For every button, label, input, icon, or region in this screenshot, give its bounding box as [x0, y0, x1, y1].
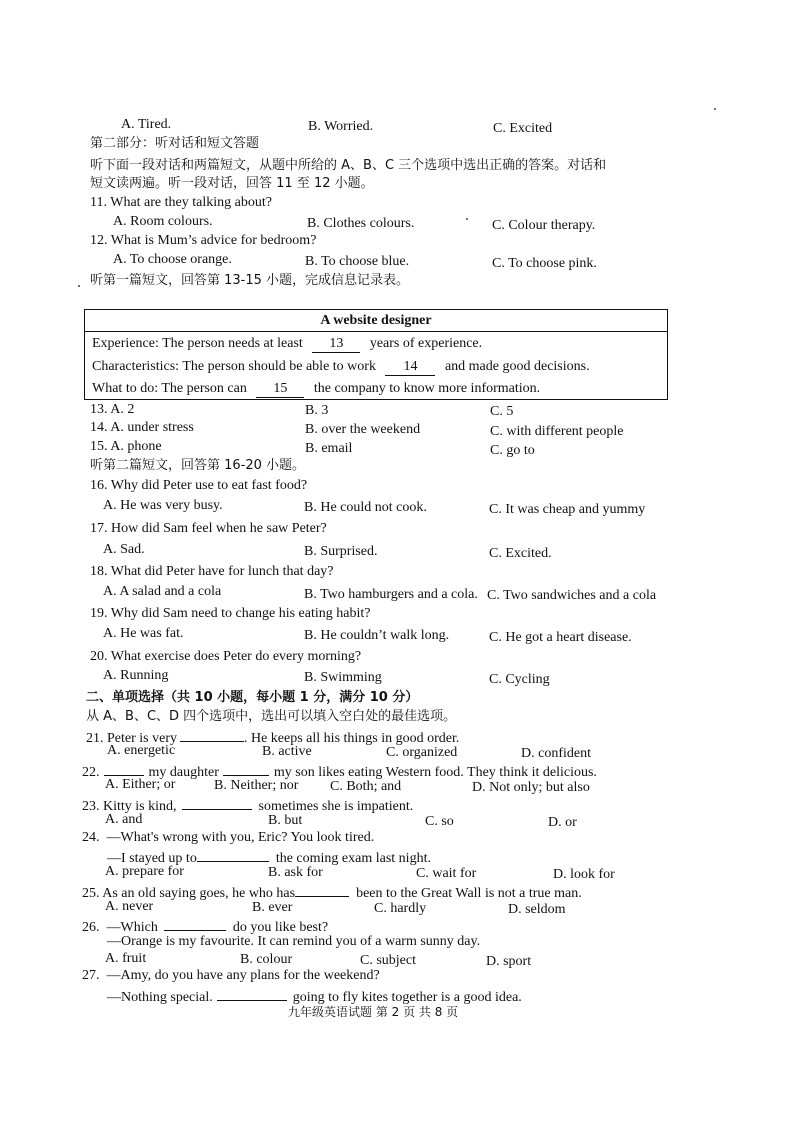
q26-option-a: A. fruit — [105, 951, 147, 966]
q22-blank-2 — [223, 761, 269, 776]
q15-option-b: B. email — [305, 441, 353, 456]
q17-option-c: C. Excited. — [489, 546, 552, 561]
q18-question: 18. What did Peter have for lunch that day? — [90, 564, 334, 579]
answer-blank-15: 15 — [256, 381, 304, 398]
q18-option-c: C. Two sandwiches and a cola — [487, 588, 657, 603]
q27-blank — [217, 986, 287, 1001]
q21-option-b: B. active — [262, 744, 312, 759]
q25-option-b: B. ever — [252, 900, 293, 915]
q15-option-c: C. go to — [490, 443, 535, 458]
q16-option-a: A. He was very busy. — [103, 498, 223, 513]
q19-question: 19. Why did Sam need to change his eating habit? — [90, 606, 371, 621]
q10-option-a: A. Tired. — [121, 117, 172, 132]
q25-stem — [82, 882, 582, 902]
q13-option-c: C. 5 — [490, 404, 514, 419]
q21-option-d: D. confident — [521, 746, 591, 761]
q26-line1-pre: —Which — [106, 920, 158, 935]
q22-num: 22. — [82, 765, 100, 780]
q14-option-b: B. over the weekend — [305, 422, 421, 437]
q18-option-a: A. A salad and a cola — [103, 584, 222, 599]
q18-option-b: B. Two hamburgers and a cola. — [304, 587, 478, 602]
q24-blank — [197, 847, 269, 862]
passage1-instruction: 听第一篇短文，回答第 13-15 小题，完成信息记录表。 — [90, 273, 410, 288]
row-text: Characteristics: The person should be able to work — [92, 359, 376, 374]
q27-line1: —Amy, do you have any plans for the weekend? — [106, 968, 380, 983]
q20-question: 20. What exercise does Peter do every morning? — [90, 649, 362, 664]
q27-line2-post: going to fly kites together is a good idea. — [292, 990, 522, 1005]
q23-pre: 23. Kitty is kind, — [82, 799, 177, 814]
q19-option-b: B. He couldn’t walk long. — [304, 628, 450, 643]
q12-option-a: A. To choose orange. — [113, 252, 232, 267]
q22-option-a: A. Either; or — [105, 777, 176, 792]
q24-line1: —What's wrong with you, Eric? You look tired. — [106, 830, 375, 845]
q27-stem-line1 — [82, 968, 380, 984]
q23-post: sometimes she is impatient. — [258, 799, 414, 814]
q26-num: 26. — [82, 920, 100, 935]
row-text: Experience: The person needs at least — [92, 336, 303, 351]
q22-option-b: B. Neither; nor — [214, 778, 299, 793]
q20-option-b: B. Swimming — [304, 670, 382, 685]
row-text: and made good decisions. — [444, 359, 590, 374]
q14-option-a: 14. A. under stress — [90, 420, 194, 435]
q25-option-d: D. seldom — [508, 902, 566, 917]
row-text: What to do: The person can — [92, 381, 247, 396]
section2-title: 二、单项选择（共 10 小题，每小题 1 分，满分 10 分） — [86, 690, 419, 705]
q19-option-a: A. He was fat. — [103, 626, 184, 641]
q23-option-a: A. and — [105, 812, 143, 827]
q25-option-c: C. hardly — [374, 901, 427, 916]
row-text: the company to know more information. — [313, 381, 541, 396]
q15-option-a: 15. A. phone — [90, 439, 162, 454]
q26-stem-line2: —Orange is my favourite. It can remind you of a warm sunny day. — [107, 934, 481, 949]
q13-option-a: 13. A. 2 — [90, 402, 135, 417]
q23-option-c: C. so — [425, 814, 454, 829]
q19-option-c: C. He got a heart disease. — [489, 630, 632, 645]
q25-option-a: A. never — [105, 899, 154, 914]
q12-option-c: C. To choose pink. — [492, 256, 597, 271]
q21-pre: 21. Peter is very — [86, 731, 177, 746]
q14-option-c: C. with different people — [490, 424, 624, 439]
part2-instruction-2: 短文读两遍。听一段对话，回答 11 至 12 小题。 — [90, 176, 374, 191]
q16-option-b: B. He could not cook. — [304, 500, 427, 515]
q22-option-c: C. Both; and — [330, 779, 402, 794]
answer-blank-14: 14 — [385, 359, 435, 376]
q11-question: 11. What are they talking about? — [90, 195, 272, 210]
q21-option-c: C. organized — [386, 745, 458, 760]
q17-option-b: B. Surprised. — [304, 544, 378, 559]
q10-option-c: C. Excited — [493, 121, 553, 136]
q23-blank — [182, 795, 252, 810]
q12-question: 12. What is Mum’s advice for bedroom? — [90, 233, 317, 248]
q26-stem-line1 — [82, 916, 328, 936]
q24-stem-line1 — [82, 830, 374, 846]
q16-question: 16. Why did Peter use to eat fast food? — [90, 478, 308, 493]
section2-instruction: 从 A、B、C、D 四个选项中，选出可以填入空白处的最佳选项。 — [86, 709, 457, 724]
q22-option-d: D. Not only; but also — [472, 780, 590, 795]
q21-blank — [180, 727, 244, 742]
info-table-row-experience — [92, 336, 482, 353]
q25-blank — [295, 882, 349, 897]
q16-option-c: C. It was cheap and yummy — [489, 502, 646, 517]
info-table-row-what-to-do — [92, 381, 540, 398]
info-table-row-characteristics — [92, 359, 590, 376]
q25-post: been to the Great Wall is not a true man. — [356, 886, 582, 901]
q21-post: . He keeps all his things in good order. — [243, 731, 460, 746]
q26-option-c: C. subject — [360, 953, 416, 968]
page-footer: 九年级英语试题 第 2 页 共 8 页 — [288, 1005, 459, 1019]
q11-option-a: A. Room colours. — [113, 214, 213, 229]
answer-blank-13: 13 — [312, 336, 360, 353]
q22-blank-1 — [104, 761, 144, 776]
info-record-table — [84, 309, 668, 400]
q26-option-d: D. sport — [486, 954, 532, 969]
scan-speck — [466, 218, 468, 220]
q11-option-b: B. Clothes colours. — [307, 216, 415, 231]
q27-num: 27. — [82, 968, 100, 983]
part2-title: 第二部分：听对话和短文答题 — [90, 136, 260, 151]
q21-option-a: A. energetic — [107, 743, 176, 758]
passage2-instruction: 听第二篇短文，回答第 16-20 小题。 — [90, 458, 306, 473]
q27-stem-line2 — [107, 986, 522, 1006]
q24-option-d: D. look for — [553, 867, 615, 882]
q23-option-b: B. but — [268, 813, 303, 828]
q26-line1-post: do you like best? — [232, 920, 329, 935]
info-table-title: A website designer — [85, 310, 667, 332]
q26-option-b: B. colour — [240, 952, 293, 967]
q24-line2-post: the coming exam last night. — [275, 851, 431, 866]
q11-option-c: C. Colour therapy. — [492, 218, 596, 233]
q17-option-a: A. Sad. — [103, 542, 145, 557]
row-text: years of experience. — [369, 336, 483, 351]
q17-question: 17. How did Sam feel when he saw Peter? — [90, 521, 327, 536]
q24-option-a: A. prepare for — [105, 864, 184, 879]
q23-option-d: D. or — [548, 815, 577, 830]
q25-pre: 25. As an old saying goes, he who has — [82, 886, 296, 901]
q24-option-b: B. ask for — [268, 865, 323, 880]
q22-mid: my daughter — [148, 765, 219, 780]
q24-option-c: C. wait for — [416, 866, 477, 881]
q27-line2-pre: —Nothing special. — [107, 990, 213, 1005]
q20-option-a: A. Running — [103, 668, 169, 683]
q12-option-b: B. To choose blue. — [305, 254, 410, 269]
scan-speck — [78, 285, 80, 287]
q24-num: 24. — [82, 830, 100, 845]
q24-line2-pre: —I stayed up to — [107, 851, 197, 866]
q13-option-b: B. 3 — [305, 403, 329, 418]
q20-option-c: C. Cycling — [489, 672, 550, 687]
q26-blank — [164, 916, 226, 931]
q22-post: my son likes eating Western food. They think it delicious. — [273, 765, 597, 780]
part2-instruction-1: 听下面一段对话和两篇短文，从题中所给的 A、B、C 三个选项中选出正确的答案。对话和 — [90, 158, 607, 173]
q10-option-b: B. Worried. — [308, 119, 374, 134]
scan-speck — [714, 108, 716, 110]
